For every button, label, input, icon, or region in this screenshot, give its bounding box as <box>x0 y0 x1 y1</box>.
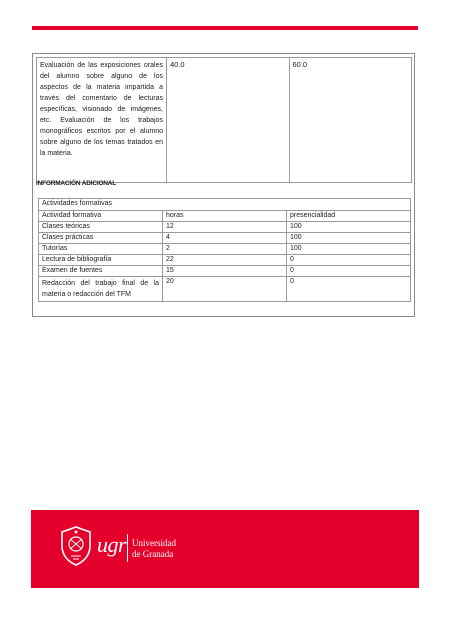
table-header-row <box>39 211 411 222</box>
university-name-line1: Universidad <box>132 538 176 548</box>
table-cell: Examen de fuentes <box>39 266 163 277</box>
logo-divider <box>127 534 128 562</box>
table-row <box>39 255 411 266</box>
table-cell: Tutorías <box>39 244 163 255</box>
activities-table <box>38 198 411 302</box>
table-row <box>37 58 412 183</box>
table-row <box>39 233 411 244</box>
top-red-rule <box>32 26 418 30</box>
column-header: presencialidad <box>287 211 411 222</box>
table-cell: 100 <box>287 222 411 233</box>
table-cell: 22 <box>163 255 287 266</box>
additional-info-heading: INFORMACIÓN ADICIONAL <box>36 180 117 187</box>
column-header: horas <box>163 211 287 222</box>
evaluation-table <box>36 57 412 183</box>
table-row <box>39 277 411 302</box>
table-cell: 12 <box>163 222 287 233</box>
table-row <box>39 199 411 211</box>
university-name <box>132 538 176 560</box>
table-cell: 100 <box>287 233 411 244</box>
table-cell: 20 <box>163 277 287 302</box>
table-cell: 0 <box>287 277 411 302</box>
university-name-line2: de Granada <box>132 549 174 559</box>
table-cell: Redacción del trabajo final de la materia o redacción del TFM <box>39 277 163 302</box>
table-cell: 0 <box>287 266 411 277</box>
table-cell: 15 <box>163 266 287 277</box>
table-row <box>39 266 411 277</box>
table-cell: 2 <box>163 244 287 255</box>
university-footer <box>31 510 419 588</box>
table-cell: 4 <box>163 233 287 244</box>
ugr-logo-text: ugr <box>97 532 127 557</box>
table-cell: 0 <box>287 255 411 266</box>
table-cell: Clases prácticas <box>39 233 163 244</box>
activities-caption: Actividades formativas <box>39 199 411 211</box>
document-frame <box>32 53 415 317</box>
column-header: Actividad formativa <box>39 211 163 222</box>
evaluation-max-weight: 60.0 <box>289 58 412 183</box>
table-row <box>39 244 411 255</box>
evaluation-min-weight: 40.0 <box>167 58 290 183</box>
evaluation-description: Evaluación de las exposiciones orales del alumno sobre alguno de los aspectos de la materia impartida a través del comentario de lecturas específicas, visionado de imágenes, etc. Evaluación de los trabajos monográficos escritos por el alumno sobre alguno de los temas tratados en la materia. <box>37 58 167 183</box>
university-seal-icon <box>59 526 93 566</box>
table-cell: Clases teóricas <box>39 222 163 233</box>
table-row <box>39 222 411 233</box>
table-cell: 100 <box>287 244 411 255</box>
table-cell: Lectura de bibliografía <box>39 255 163 266</box>
